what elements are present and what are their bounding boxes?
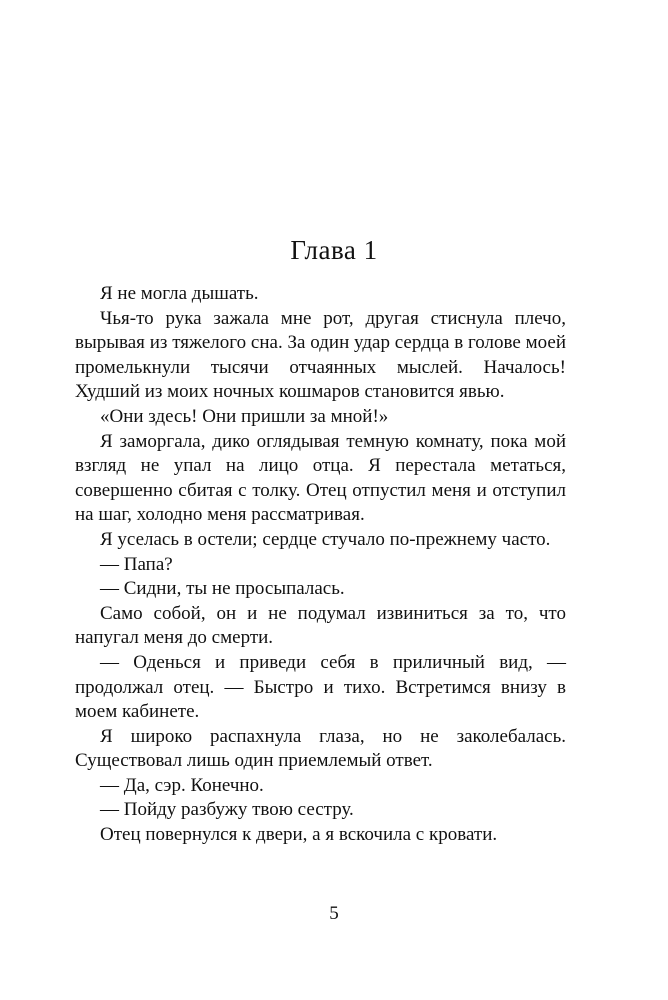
paragraph-2: Чья-то рука зажала мне рот, другая стиснула плечо, вырывая из тяжелого сна. За один удар сердца в голове моей промелькнули тысячи отчаянных мыслей. Началось! Худший из моих ночных кошмаров становится явью. — [75, 307, 566, 403]
paragraph-3: «Они здесь! Они пришли за мной!» — [100, 405, 389, 427]
paragraph-7: — Сидни, ты не просыпалась. — [100, 578, 345, 600]
paragraph-12: — Пойду разбужу твою сестру. — [100, 799, 354, 821]
paragraph-10: Я широко распахнула глаза, но не заколебалась. Существовал лишь один приемлемый ответ. — [75, 725, 566, 772]
paragraph-13: Отец повернулся к двери, а я вскочила с кровати. — [100, 824, 498, 846]
paragraph-6: — Папа? — [100, 553, 173, 575]
paragraph-1: Я не могла дышать. — [100, 283, 259, 304]
paragraph-8: Само собой, он и не подумал извиниться за то, что напугал меня до смерти. — [75, 602, 566, 649]
paragraph-4: Я заморгала, дико оглядывая темную комнату, пока мой взгляд не упал на лицо отца. Я перестала метаться, совершенно сбитая с толку. Отец отпустил меня и отступил на шаг, холодно меня рассматривая. — [75, 430, 566, 526]
chapter-body — [75, 282, 566, 848]
paragraph-9: — Оденься и приведи себя в приличный вид, — продолжал отец. — Быстро и тихо. Встретимся внизу в моем кабинете. — [75, 651, 566, 723]
paragraph-11: — Да, сэр. Конечно. — [100, 774, 264, 796]
chapter-title: Глава 1 — [290, 235, 378, 265]
page-number: 5 — [329, 903, 339, 924]
paragraph-5: Я уселась в остели; сердце стучало по-прежнему часто. — [100, 528, 551, 550]
